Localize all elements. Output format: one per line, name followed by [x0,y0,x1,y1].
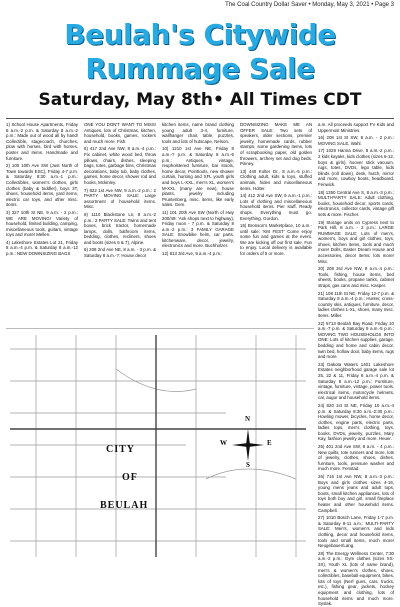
map-label-of: OF [122,472,138,483]
compass-rose [220,415,272,469]
listing-entry: 25) 401 2nd Ave SW, 8 a.m. - 4 p.m.: New quilts, tote runners and more, lots of jewelry, clothes, shoes, dishes, furniture, tools, pressure washer and much more. Fenstad. [318,444,394,472]
listing-entry: 18) 1350 Central Ave S, 8 a.m.-3 p.m.: MULTI-PARTY SALE: Adult clothing, books, household decor, sports cards, electronics, collector cards, vintage gift sets & more. Fischer. [318,189,394,217]
listing-entry: 9) 208 2nd Ave NE, 8 a.m. - 3 p.m. & Saturday 8 a.m.-?: House decor [84,247,156,259]
listing-entry: 19) Storage units on Cypress next to Park Hill, 8 a.m. - 2 p.m.: LARGE RUMMAGE SALE: Lots of men's, women's, boys and girl clothes, toys, shoes, kitchen items, tools and much more! Dolls, Easter Dream House and accessories, decor items, lots more! Misc. [318,219,394,264]
divider [6,118,394,119]
listing-entry: 8) 1110 Blackstone Ln, 8 a.m.-2 p.m.: 2 PARTY SALE: Twins and tent boxes, brick tractor, homemade lamps, dolls, bathroom items, bedding, clothes, recliners, shoes and boots (sizes 6 & 7), Alpine. [84,211,156,245]
listing-entry: a.m. All proceeds support FV Kids and Uppermost Ministries. [318,122,394,133]
listing-entry: 13) 440 Kolter Dr., 8 a.m.-5 p.m.: Clothing adult, kids & toys, stuffed animals, hides and miscellaneous items. Holter. [240,168,312,191]
city-map [6,328,314,561]
listing-entry: 11) 101 20th Ave SW (North of Hwy 200/49: 'Ask shops next to highway), Friday noon - 7 p.m. & Saturday 8 a.m.-2 p.m.: 3 FAMILY GARAGE SALE: Snowbike helm, car parts, kitchenware, decor, jewelry, electronics and more. Buchholzer. [162,209,234,249]
listing-entry: kitchen items, name brand clothing young adult 3-4, furniture, wallhanger chair, table, puzzles, tools and lots of hutscape, Nelson. [162,122,234,144]
listing-entry: 2) 100 10th Ave SW (Just North of Town towards ESC), Friday 4-7 p.m. & Saturday 8:30 a.m.-1 p.m.: Collectibles, women's clothes, girls clothes (baby & toddler), boys 3T, shoes, household items, yard items, electric car toys, and other misc. items. [6,163,78,208]
listing-entry: 23) Dakota Waters 1401 Lakeshore Estates neighborhood garage sale lot 25, 22 & 11, Friday 8 a.m.-4 p.m. & Saturday 8 a.m.-12 p.m.: Furniture, vintage, furniture, vintage, power tools, electrical items, motorcycle helmets, car, augur and household items. [318,361,394,401]
listing-entry: 7) 822 1st Ave NW, 9 a.m.-2 p.m.: 2 PARTY MOVING SALE: Large assortment of household items. Misc. [84,187,156,210]
compass-west: W [220,439,227,447]
listing-entry: 20) 208 3rd Ave NW, 8 a.m.-4 p.m.: Tools, fishing, house items, bed sheets, books, propane tanks, cabinet straps, gas cans and misc. Kasper. [318,266,394,289]
listing-entry: 24) 820 1st St NE, Friday 10 a.m.-4 p.m. & Saturday 8:30 a.m.-2:30 p.m.: Howling mower, bicycles, home decor, clothes, engine parts, electric parts, ladies tops, men's clothing, toys, books, DVDs, jewelry, puzzles, Mary Kay, fashion jewelry and more. Heuer. [318,402,394,442]
listing-entry: 26) 716 1st Ave NW, 8 a.m.-3 p.m.: Boys and girls clothes sizes 4-16, young mens jeans and adult tops, boots, small kitchen appliances, lots of toys both boy and girl, small fireplace heater and other household items. Campbell. [318,474,394,513]
column-1 [6,122,78,322]
title-line-1: Beulah's Citywide [64,18,336,51]
compass-north: N [245,415,251,423]
listing-entry: 3) 327 10th St NE, 9 a.m. - 2 p.m.: WE ARE MOVING! Variety of household, limited building, camping, miscellaneous tools, guitars, vintage toys and more! Mellen. [6,209,79,238]
listing-entry: 12) 813 3rd Ave, 9 a.m.-4 p.m.: [162,251,223,257]
listing-entry: 17) 1029 Hanna Drive, 8 a.m.-2 p.m.: 2 kids kayaks, kids clothes (sizes 6-12, boys & girls), hoover stick vacuum, rugs, totes, DVDs, lego table, kids blinds (roll down), desk, hutch, mirror and more, cowboy boots, headboard, Fenwick. [318,148,394,187]
map-label-beulah: BEULAH [100,500,149,511]
page-header: The Coal Country Dollar Saver • Monday, May 3, 2021 • Page 3 [225,2,394,8]
column-3 [162,122,234,257]
compass-arrows [228,425,268,465]
listings [6,122,394,607]
title-line-2: Rummage Sale [85,52,315,85]
listing-entry: 28) The Energy Wellness Center, 7:30 a.m.-2 p.m.: Gym clothes (sizes XS-3X), Youth XL (lots of name brand), men's & women's clothes, shoes, collectibles, baseball equipment, bikes, lots of toys (Nerf guns, cars, trucks, etc.), fishing gear, jackets, hockey equipment and clothing, lots of household items and much more. Syslak. [318,550,394,607]
map-street [206,469,296,479]
compass-east: E [267,439,272,447]
listing-entry: 21) 108 11th St NE, Friday 12-7 p.m. & Saturday 8 a.m.-4 p.m.: Hunter, cross-country skis, antiques, furniture, decor, ladies clothes L-XL, shoes, many misc. items. Miller. [318,290,394,318]
banner [6,12,394,115]
listing-entry: 10) 1210 1st Ave NE, Friday 8 a.m.-? p.m. & Saturday 8 a.m.-5 p.m.: Antiques, vintage, reupholstered furniture, bar stools, home decor, Pointtools, new shower curtain, hunting and XFL youth girls and boys L-XXL, men's XL, women's M-XXL (many are new), house plants, jewelry including Pruntenberg, misc. items, like early sales. Gem. [162,146,234,208]
column-2 [84,122,156,259]
listing-entry: 6) 417 2nd Ave NW, 8 a.m.-4 p.m.: Fix cabinet, white wood bed, throw pillows, chairs, dishes, sleeping bags, totes, garbage bins, Christmas decorations, baby tub, baby clothes, games, home decor, shower rod and hooks, Mckinley. [84,146,156,185]
listing-entry: 1) School House Apartments, Friday 8 a.m.-2 p.m. & Saturday 8 a.m.-2 p.m.: Made out of wood all by hand! Collectible, stagecoach, churches, plow with horses, bird with horses, poster and items. Handmade and furniture. [6,122,78,161]
column-4 [240,122,312,257]
listing-entry: 15) Bronson's Marketplace, 10 a.m.-until sale: 'KM FEST' Come enjoy some fun and games at the event. We are kicking off our first sale. Fun to enjoy. Local delivery is available for orders of 5 or more. [240,223,312,257]
listing-entry: 27) 1010 Bosch Lane, Friday 1-7 p.m. & Saturday 8-11 a.m.: MULTI-PARTY SALE: Men's, women's and kids clothing, decor and household items, tools and small items, much more! Neugebauer/Lang. [318,515,394,549]
column-5 [318,122,394,607]
compass-needle-ew [232,443,264,447]
date-line: Saturday, May 8th• All Times CDT [38,90,362,110]
listing-entry: 16) 208 1st St SW, 8 a.m. - 2 p.m.: MOVING SALE, Wahl. [318,135,394,146]
listing-entry: DOWNSIZING MAKE ME AN OFFER SALE: Two sets of speakers, older sections, premier jewelry, homemade cards, rubber stamps, some gardening items, lots of scrapbooking paper, old golden throwers, archery set and dog beds. Pinney. [240,122,312,167]
listing-entry: 14) 412 2nd Ave SW, 9 a.m.-1 p.m.: Lots of clothing and miscellaneous household items. Pier stuff. Ready shops. Everything must go. Everything. Gordon. [240,193,312,221]
compass-south: S [246,461,250,469]
listing-entry: 22) 5713 Beulah Bay Road, Friday 10 a.m.-7 p.m. & Saturday 9 a.m.-5 p.m.: MOVING TWO HOUSEHOLDS INTO ONE: Lots of kitchen supplies, garage, bedding and home and cabin decor, twin bed, hollow door, baby items, rugs and more. [318,320,394,360]
listing-entry: ONE YOU DON'T WANT TO MISS! Antiques, lots of Christmas, kitchen, household, books, games, rockers and much more. Fish. [84,122,156,144]
map-label-city: CITY [106,444,136,455]
listing-entry: 4) Lakeshore Estates Lot 21, Friday 8 a.m.-4 p.m. & Saturday 8 a.m.-12 p.m.: NEW DOWNSIZING BAGS [6,239,78,257]
